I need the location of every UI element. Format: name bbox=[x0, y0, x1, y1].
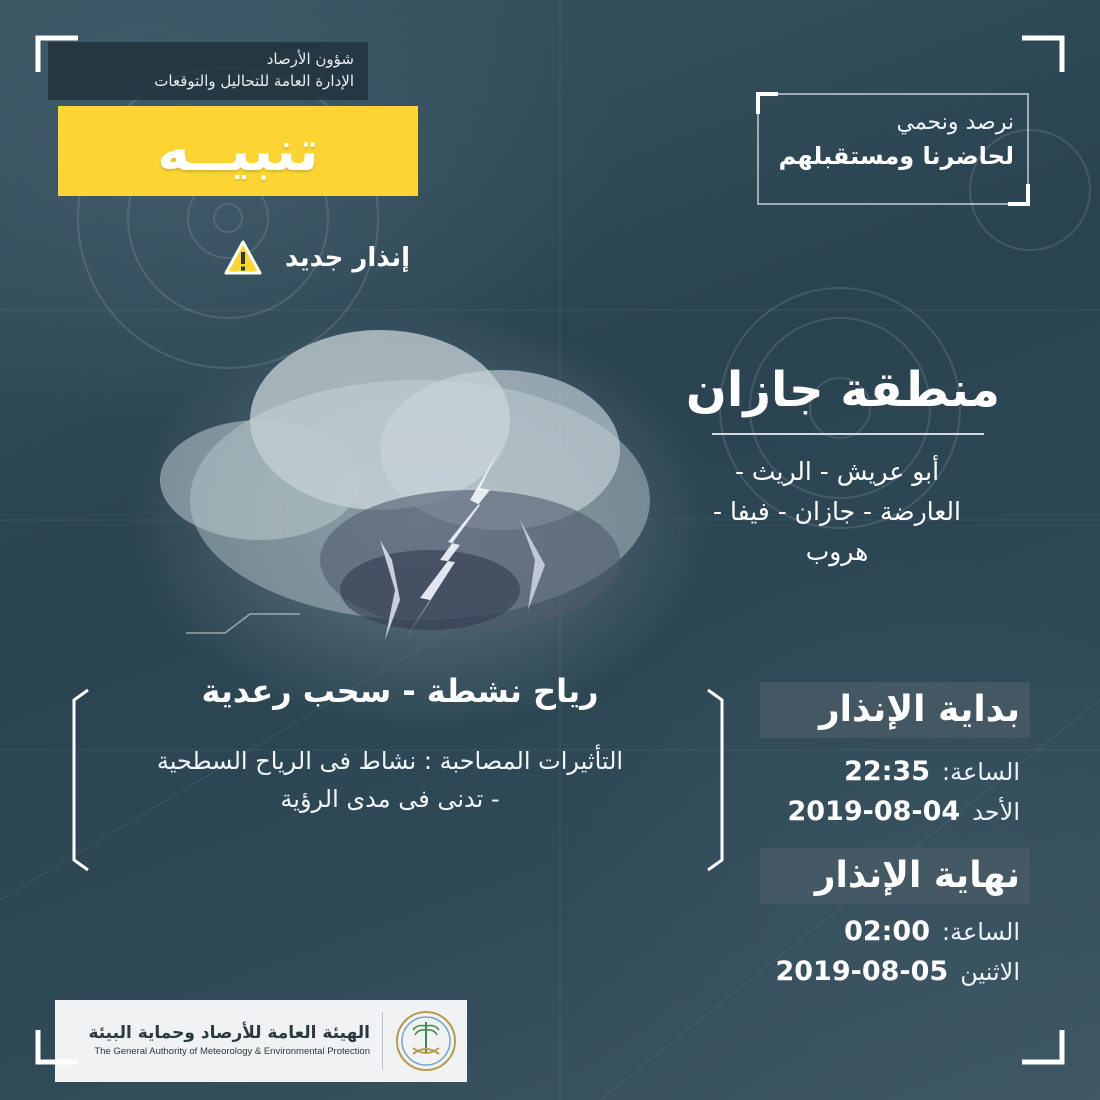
slogan-line-2: لحاضرنا ومستقبلهم bbox=[778, 142, 1014, 170]
authority-names bbox=[88, 1022, 370, 1060]
end-time-value: 02:00 bbox=[844, 916, 931, 947]
effects-text bbox=[90, 742, 690, 832]
start-time-value: 22:35 bbox=[844, 756, 931, 787]
new-warning-label: إنذار جديد bbox=[284, 243, 410, 273]
cities-line-1: أبو عريش - الريث - bbox=[734, 457, 940, 486]
start-time bbox=[800, 756, 1020, 787]
alert-banner bbox=[58, 106, 418, 196]
region-divider bbox=[712, 433, 984, 435]
footer-divider bbox=[382, 1012, 383, 1070]
end-day-label: الاثنين bbox=[960, 958, 1020, 986]
start-day-label: الأحد bbox=[972, 798, 1020, 826]
dept-line-1: شؤون الأرصاد bbox=[266, 50, 354, 68]
dept-line-2: الإدارة العامة للتحاليل والتوقعات bbox=[154, 72, 354, 90]
end-time-label: الساعة: bbox=[942, 918, 1020, 946]
effects-line-1: التأثيرات المصاحبة : نشاط فى الرياح السطحية bbox=[156, 747, 624, 775]
end-label: نهاية الإنذار bbox=[760, 848, 1030, 904]
start-date bbox=[766, 796, 1020, 827]
effects-line-2: - تدنى فى مدى الرؤية bbox=[280, 785, 500, 813]
cities-list bbox=[690, 452, 984, 582]
end-date-value: 2019-08-05 bbox=[775, 956, 949, 987]
phenomena-title: رياح نشطة - سحب رعدية bbox=[201, 672, 599, 710]
slogan bbox=[758, 94, 1028, 204]
authority-name-en: The General Authority of Meteorology & Environmental Protection bbox=[94, 1046, 370, 1057]
cities-line-2: العارضة - جازان - فيفا - bbox=[713, 497, 961, 526]
alert-title: تنبيــه bbox=[157, 118, 319, 184]
thunder-cloud-icon bbox=[160, 330, 650, 640]
authority-footer bbox=[55, 1000, 467, 1082]
end-date bbox=[766, 956, 1020, 987]
cities-line-3: هروب bbox=[805, 537, 869, 566]
start-date-value: 2019-08-04 bbox=[787, 796, 961, 827]
start-time-label: الساعة: bbox=[942, 758, 1020, 786]
authority-name-ar: الهيئة العامة للأرصاد وحماية البيئة bbox=[88, 1023, 370, 1043]
region-title: منطقة جازان bbox=[685, 362, 1000, 418]
new-warning bbox=[150, 236, 410, 280]
end-time bbox=[800, 916, 1020, 947]
department-header bbox=[48, 42, 368, 100]
slogan-line-1: نرصد ونحمي bbox=[896, 110, 1014, 135]
authority-logo-icon bbox=[395, 1010, 457, 1072]
warning-triangle-icon bbox=[223, 239, 263, 277]
start-label: بداية الإنذار bbox=[760, 682, 1030, 738]
